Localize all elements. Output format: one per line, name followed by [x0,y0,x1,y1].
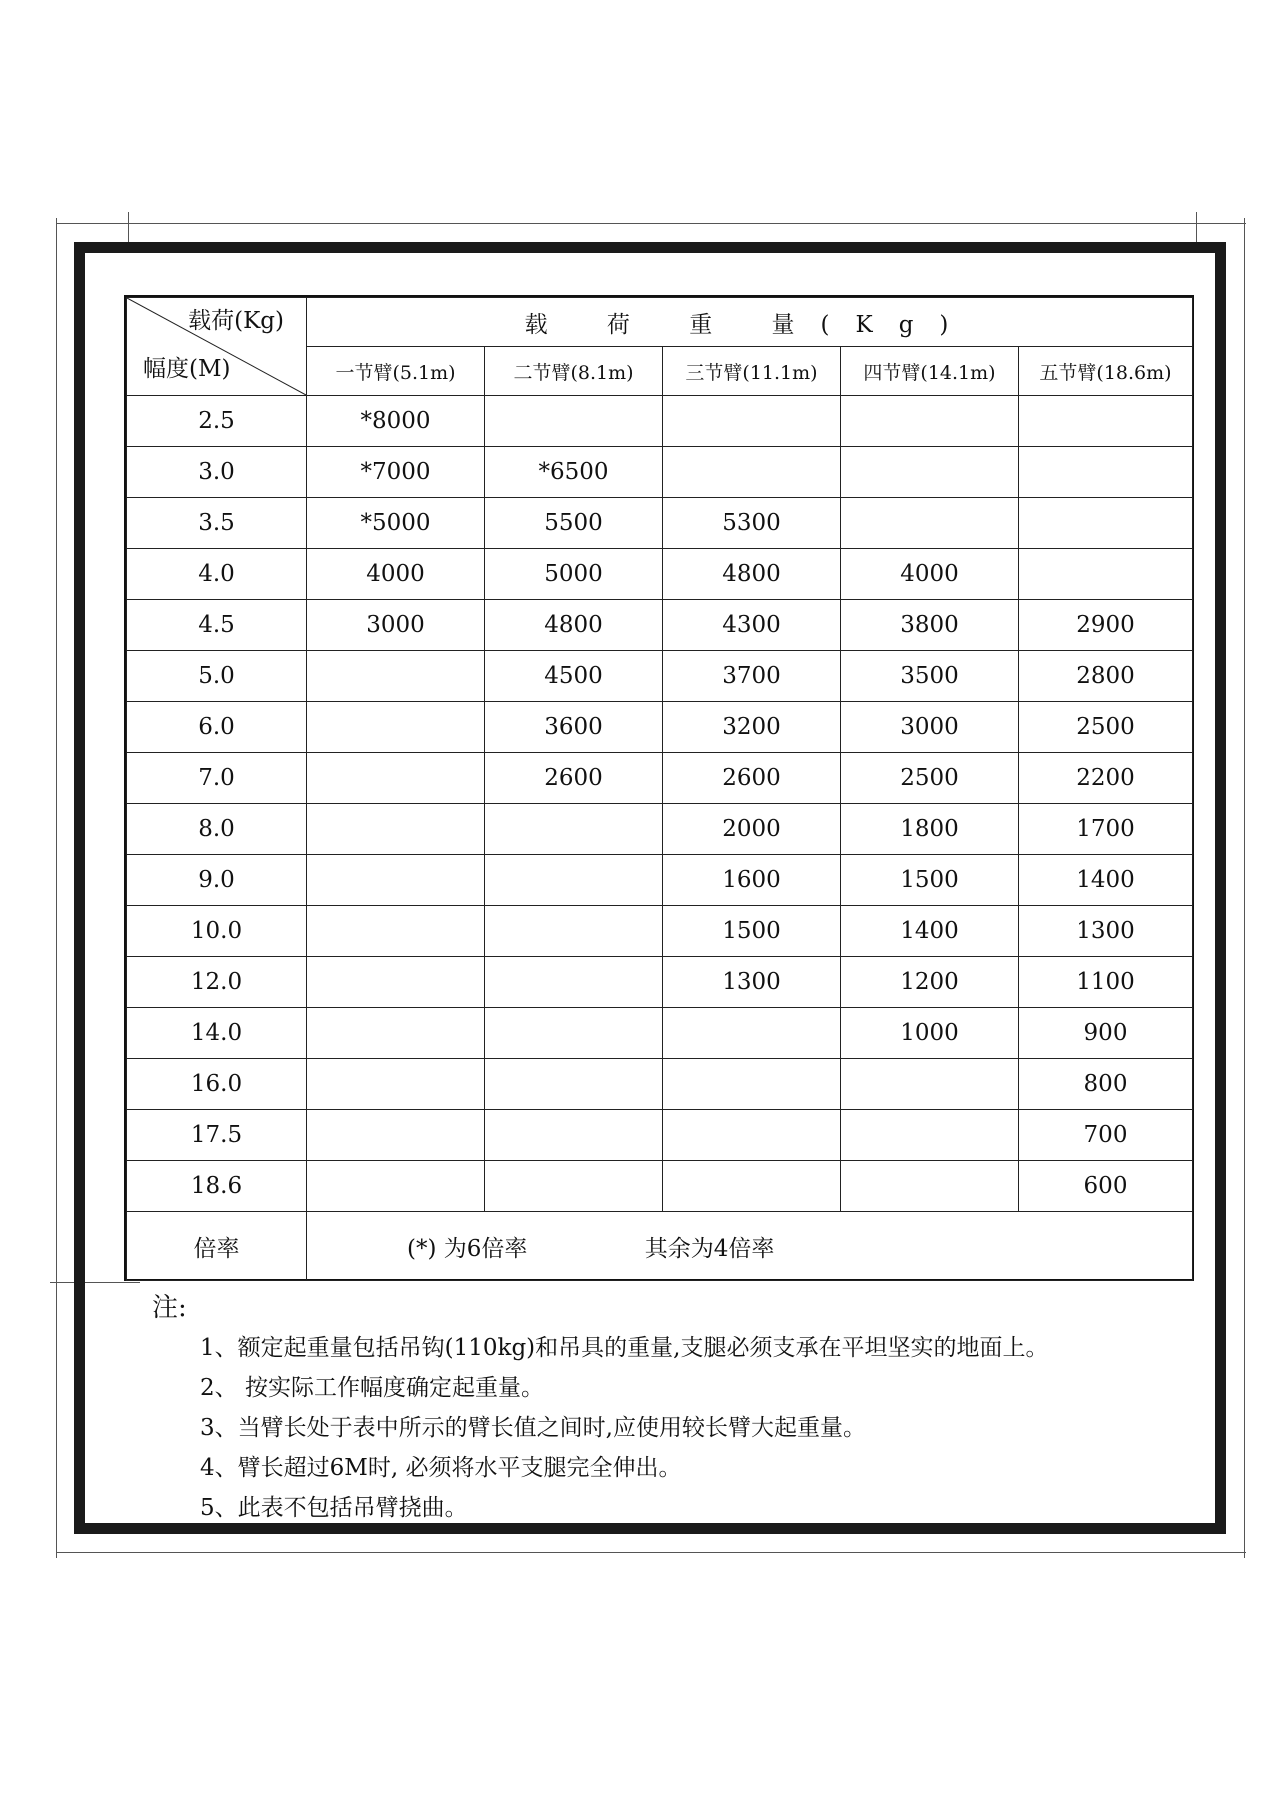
load-value-cell [1019,549,1193,600]
load-value-cell: 3600 [485,702,663,753]
load-value-cell [485,1161,663,1212]
load-value-cell: 1300 [1019,906,1193,957]
load-value-cell: 2600 [485,753,663,804]
load-value-cell: 1200 [841,957,1019,1008]
load-value-cell: 1600 [663,855,841,906]
load-value-cell: 2600 [663,753,841,804]
load-value-cell: 1500 [663,906,841,957]
guide-line-right [1244,218,1245,1558]
table-row [127,396,1193,447]
radius-cell: 4.5 [127,600,307,651]
load-value-cell [307,702,485,753]
radius-cell: 9.0 [127,855,307,906]
load-value-cell [485,1110,663,1161]
rate-note-six: (*) 为6倍率 [407,1235,528,1262]
column-header-boom-4: 四节臂(14.1m) [841,347,1019,396]
load-value-cell [485,906,663,957]
guide-line-top [56,223,1246,224]
load-value-cell: 3800 [841,600,1019,651]
load-value-cell [485,855,663,906]
table-title-text: 载 荷 重 量(Kg) [524,311,975,338]
rate-note-four: 其余为4倍率 [644,1235,775,1262]
load-value-cell [307,753,485,804]
load-value-cell [307,906,485,957]
load-value-cell: 2000 [663,804,841,855]
table-row [127,855,1193,906]
guide-tick-vert-right [1196,212,1197,242]
load-value-cell: 1000 [841,1008,1019,1059]
load-value-cell: 5000 [485,549,663,600]
load-value-cell [1019,498,1193,549]
column-header-boom-3: 三节臂(11.1m) [663,347,841,396]
table-row [127,498,1193,549]
load-value-cell [663,447,841,498]
note-item: 2、 按实际工作幅度确定起重量。 [200,1375,544,1401]
load-value-cell [841,498,1019,549]
table-row [127,702,1193,753]
load-value-cell: 1800 [841,804,1019,855]
load-value-cell: 2500 [1019,702,1193,753]
load-value-cell [307,651,485,702]
radius-cell: 6.0 [127,702,307,753]
radius-cell: 3.0 [127,447,307,498]
table-row [127,549,1193,600]
radius-cell: 3.5 [127,498,307,549]
load-value-cell [485,957,663,1008]
load-value-cell: 1700 [1019,804,1193,855]
table-row [127,1008,1193,1059]
load-value-cell: *5000 [307,498,485,549]
load-value-cell: 4800 [663,549,841,600]
load-value-cell: 4300 [663,600,841,651]
table-row [127,651,1193,702]
load-value-cell [1019,447,1193,498]
load-value-cell: 2200 [1019,753,1193,804]
load-value-cell: 3000 [307,600,485,651]
load-value-cell [663,1008,841,1059]
load-value-cell: 4800 [485,600,663,651]
load-value-cell [1019,396,1193,447]
load-value-cell: 4000 [841,549,1019,600]
load-value-cell: 800 [1019,1059,1193,1110]
load-value-cell: 1400 [841,906,1019,957]
radius-cell: 18.6 [127,1161,307,1212]
load-value-cell [663,1110,841,1161]
load-value-cell [307,1110,485,1161]
load-value-cell: 1300 [663,957,841,1008]
load-value-cell [485,1008,663,1059]
table-row [127,957,1193,1008]
note-item: 5、此表不包括吊臂挠曲。 [200,1495,468,1521]
load-value-cell [663,396,841,447]
radius-cell: 5.0 [127,651,307,702]
load-value-cell [307,804,485,855]
rate-note [307,1212,1193,1281]
guide-tick-vert [128,212,129,242]
note-item: 3、当臂长处于表中所示的臂长值之间时,应使用较长臂大起重量。 [200,1415,866,1441]
table-title [307,298,1193,347]
load-value-cell: 3700 [663,651,841,702]
rate-label: 倍率 [127,1212,307,1281]
table-row [127,1161,1193,1212]
load-value-cell: 3500 [841,651,1019,702]
radius-cell: 10.0 [127,906,307,957]
load-value-cell: 3200 [663,702,841,753]
load-value-cell [307,1059,485,1110]
table-row [127,447,1193,498]
corner-cell [127,298,307,396]
load-value-cell: 2900 [1019,600,1193,651]
load-value-cell: 700 [1019,1110,1193,1161]
table-row [127,1110,1193,1161]
load-value-cell [307,957,485,1008]
column-header-boom-5: 五节臂(18.6m) [1019,347,1193,396]
load-value-cell [307,1161,485,1212]
load-value-cell [663,1059,841,1110]
guide-line-bottom [56,1552,1246,1553]
radius-cell: 17.5 [127,1110,307,1161]
note-item: 1、额定起重量包括吊钩(110kg)和吊具的重量,支腿必须支承在平坦坚实的地面上。 [200,1335,1049,1361]
load-value-cell [485,396,663,447]
table-row [127,804,1193,855]
table-row [127,906,1193,957]
load-value-cell: *8000 [307,396,485,447]
load-value-cell: 600 [1019,1161,1193,1212]
guide-line-left [56,218,57,1558]
load-value-cell [841,447,1019,498]
column-header-boom-1: 一节臂(5.1m) [307,347,485,396]
radius-cell: 8.0 [127,804,307,855]
radius-cell: 2.5 [127,396,307,447]
load-value-cell [485,1059,663,1110]
load-value-cell: *7000 [307,447,485,498]
load-value-cell [841,1059,1019,1110]
load-value-cell [663,1161,841,1212]
load-value-cell: *6500 [485,447,663,498]
radius-cell: 16.0 [127,1059,307,1110]
load-value-cell [307,1008,485,1059]
load-value-cell: 4500 [485,651,663,702]
load-value-cell [307,855,485,906]
load-value-cell: 5500 [485,498,663,549]
note-item: 4、臂长超过6M时, 必须将水平支腿完全伸出。 [200,1455,682,1481]
radius-cell: 12.0 [127,957,307,1008]
column-header-boom-2: 二节臂(8.1m) [485,347,663,396]
load-value-cell [485,804,663,855]
notes-section [152,1288,1192,1528]
load-value-cell: 5300 [663,498,841,549]
table-row [127,600,1193,651]
load-value-cell: 2500 [841,753,1019,804]
load-value-cell [841,1110,1019,1161]
load-value-cell [841,1161,1019,1212]
corner-label-radius: 幅度(M) [143,356,231,382]
load-chart-table [126,297,1193,1281]
corner-label-load: 载荷(Kg) [188,308,284,334]
load-value-cell: 2800 [1019,651,1193,702]
radius-cell: 14.0 [127,1008,307,1059]
load-value-cell: 1400 [1019,855,1193,906]
radius-cell: 7.0 [127,753,307,804]
table-row [127,1059,1193,1110]
table-row [127,753,1193,804]
load-value-cell: 1500 [841,855,1019,906]
load-value-cell: 3000 [841,702,1019,753]
notes-heading: 注: [152,1293,187,1323]
load-value-cell: 900 [1019,1008,1193,1059]
load-value-cell: 1100 [1019,957,1193,1008]
load-value-cell [841,396,1019,447]
load-value-cell: 4000 [307,549,485,600]
radius-cell: 4.0 [127,549,307,600]
